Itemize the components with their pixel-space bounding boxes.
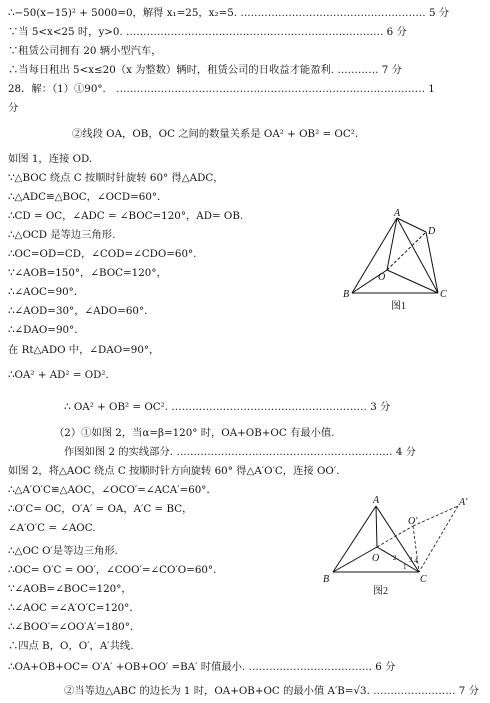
angle-label-4: 4 (414, 557, 418, 565)
label-a-prime: A′ (459, 497, 468, 508)
text-line: ∴∠DAO=90°． (8, 324, 85, 336)
text-line: 如图 1，连接 OD. (8, 153, 93, 165)
text-line: ∴∠AOC=90°． (8, 286, 85, 298)
text-line: 如图 2，将△AOC 绕点 C 按顺时针方向旋转 60° 得△A′O′C，连接 OO′. (8, 465, 340, 477)
segment-oc (387, 270, 438, 293)
text-line: ∴∠AOD=30°，∠ADO=60°． (8, 305, 155, 317)
label-o-prime: O′ (408, 516, 418, 527)
text-line: ∴△ADC≌△BOC，∠OCD=60°． (8, 191, 168, 203)
text-line: ∴四点 B，O，O′，A′共线. (8, 640, 134, 652)
segment-oa (376, 506, 377, 547)
figure-1-caption: 图1 (391, 301, 406, 312)
segment-o2a2 (413, 506, 458, 526)
label-b: B (343, 289, 350, 300)
text-line: ∴CD = OC，∠ADC = ∠BOC=120°，AD= OB. (8, 210, 244, 222)
text-line: （2）①如图 2，当α=β=120° 时，OA+OB+OC 有最小值. (54, 427, 335, 439)
text-line: ②线段 OA，OB，OC 之间的数量关系是 OA² + OB² = OC². (72, 128, 359, 140)
segment-a2c (419, 506, 458, 572)
text-line: 分 (8, 102, 19, 114)
angle-label-3: 3 (409, 556, 413, 564)
angle-label-1: 1 (403, 563, 407, 571)
text-line: ∵租赁公司拥有 20 辆小型汽车， (8, 45, 162, 57)
text-line: ∵∠AOB=150°，∠BOC=120°， (8, 267, 167, 279)
text-line: ∴OA+OB+OC= O′A′ +OB+OO′ =BA′ 时值最小. ……………………………… 6 分 (8, 661, 396, 673)
label-a: A (373, 495, 380, 506)
text-line: 28．解：（1）①90°． ……………………………………………………………………………… 1 (8, 83, 435, 95)
figure-2 (316, 494, 476, 618)
text-line: ∠A′O′C = ∠AOC. (8, 522, 96, 534)
text-line: ∴OC=OD=CD，∠COD=∠CDO=60°. (8, 248, 197, 260)
label-a: A (394, 208, 401, 219)
text-line: ∴△OC O′是等边三角形. (8, 545, 118, 557)
text-line: ∵△BOC 绕点 C 按顺时针旋转 60° 得△ADC， (8, 172, 224, 184)
text-line: ∴当每日租出 5<x≤20（x 为整数）辆时，租赁公司的日收益才能盈利. ………… 7 分 (8, 64, 402, 76)
angle-label-2: 2 (393, 554, 397, 562)
label-b: B (323, 574, 330, 585)
label-d: D (428, 226, 436, 237)
segment-oo2 (377, 526, 413, 547)
text-line: ∴∠BOO′=∠OO′A′=180°． (8, 621, 141, 633)
segment-dc (426, 232, 438, 293)
label-c: C (420, 574, 427, 585)
text-line: ∴△A′O′C≌△AOC，∠OCO′=∠ACA′=60°． (8, 484, 217, 496)
text-line: ∴OC= O′C = OO′，∠COO′=∠CO′O=60°． (8, 564, 224, 576)
text-line: ∴−50(x−15)² + 5000=0，解得 x₁=25，x₂=5. ……………………………………………… 5 分 (8, 7, 450, 19)
figure-1 (338, 208, 458, 320)
text-line: ∵∠AOB=∠BOC=120°， (8, 583, 132, 595)
text-line: ∴O′C= OC，O′A′ = OA，A′C = BC， (8, 503, 193, 515)
text-line: ∴∠AOC =∠A′O′C=120°． (8, 602, 140, 614)
segment-ab (333, 506, 376, 572)
text-line: ∵当 5<x<25 时，y>0. ………………………………………………………………… 6 分 (8, 26, 407, 38)
text-line: ∴△OCD 是等边三角形. (8, 229, 116, 241)
segment-oc (377, 547, 419, 572)
text-line: ∴ OA² + OB² = OC². ………………………………………………… 3 分 (64, 401, 391, 413)
text-line: 在 Rt△ADO 中，∠DAO=90°， (8, 344, 160, 356)
segment-ob (333, 547, 380, 572)
label-o: O (378, 272, 386, 283)
label-c: C (440, 289, 447, 300)
text-line: 作图如图 2 的实线部分. ……………………………………………………… 4 分 (64, 446, 416, 458)
text-line: ∴OA² + AD² = OD². (8, 369, 109, 381)
text-line: ②当等边△ABC 的边长为 1 时，OA+OB+OC 的最小值 A′B=√3. …………………… 7 分 (64, 685, 479, 697)
label-o: O (372, 553, 380, 564)
segment-o2c (413, 526, 419, 572)
figure-2-caption: 图2 (373, 586, 388, 597)
